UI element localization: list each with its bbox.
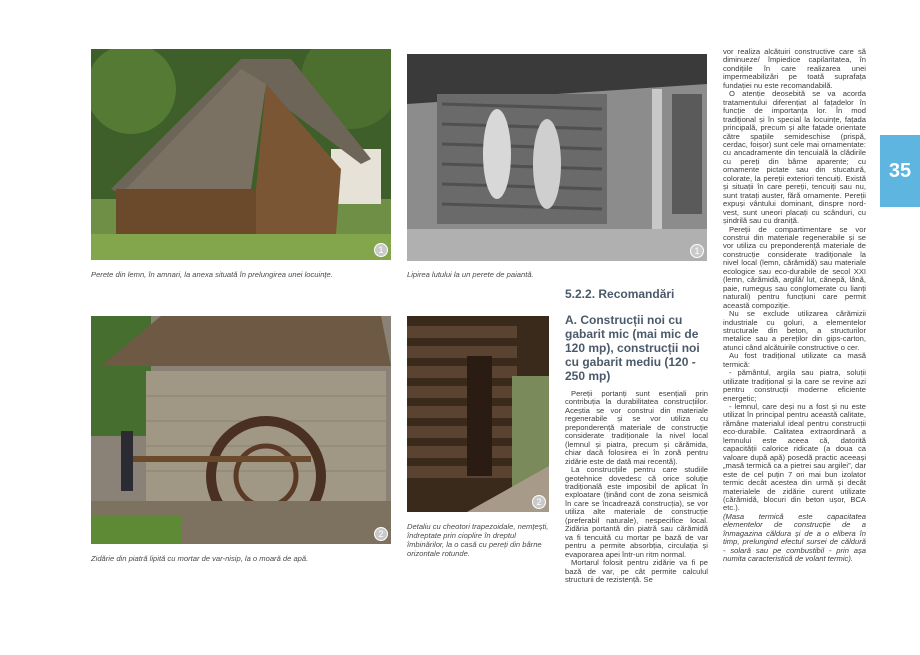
photo-badge: 1 (374, 243, 388, 257)
photo-badge: 1 (690, 244, 704, 258)
photo-wattle-wall (407, 54, 707, 261)
paragraph-italic: (Masa termică este capacitatea elementelor de construcție de a înmagazina căldura și de a o elibera în timp, prelungind efectul sursei de căldură - solară sau pe combustibil - prin așa numita caracteristică de volant termic). (723, 511, 866, 564)
paragraph: Mortarul folosit pentru zidărie va fi pe bază de var, pe cât permite calculul structurii de rezistență. Se (565, 558, 708, 584)
paragraph: La construcțiile pentru care studiile geotehnice dovedesc că orice soluție tradițională este imposibil de aplicat în exploatare (ținând cont de zona seismică în care se încadrează construcția), se vor utiliza alte materiale de construcție (preferabil naturale), nespecifice local. Zidăria portantă din piatră sau cărămidă va fi tencuită cu mortar pe bază de var pentru a permite absorbția, circulația și evaporarea apei într-un ritm normal. (565, 465, 708, 559)
paragraph: Pereții portanți sunt esențiali prin contribuția la durabilitatea construcțiilor. Aceștia se vor construi din materiale regenerabile și se vor utiliza cu preponderență materiale de construcție considerate tradiționale la nivel local (lemnul și piatra, precum și cărămida, chiar dacă folosirea ei în zonă pentru zidărie este de dată mai recentă). (565, 389, 708, 466)
photo-badge: 2 (532, 495, 546, 509)
section-heading: A. Construcții noi cu gabarit mic (mai mic de 120 mp), construcții noi cu gabarit mediu (120 - 250 mp) (565, 313, 700, 383)
paragraph: - lemnul, care deși nu a fost și nu este utilizat în principal pentru această calitate, rămâne materialul ideal pentru construcții eco-durabile. Calitatea extraordinară a lemnului este aceea că, datorită capacității calorice ridicate (a doua ca valoare după apă) posedă practic aceeași „masă termică ca a pietrei sau argilei”, dar este de cel puțin 7 ori mai bun izolator termic decât acestea din urmă și decât materialele de zidărie curent utilizate (cărămidă, blocuri din beton ușor, BCA etc.). (723, 402, 866, 513)
paragraph: Nu se exclude utilizarea cărămizii industriale cu goluri, a elementelor structurale din beton, a structurilor metalice sau a pereților din gips-carton, atunci când alcătuirile constructive o cer. (723, 309, 866, 352)
photo-caption: Detaliu cu cheotori trapezoidale, nemțești, îndreptate prin cioplire în dreptul îmbinărilor, la o casă cu pereți din bârne orizontale rotunde. (407, 522, 549, 558)
text-column-1 (565, 390, 708, 584)
photo-caption: Zidărie din piatră lipită cu mortar de var-nisip, la o moară de apă. (91, 554, 309, 563)
paragraph: Pereții de compartimentare se vor construi din materiale regenerabile și se vor utiliza cu preponderență materiale de construcție considerate tradiționale la nivel local (lemn, cărămidă) sau materiale ecologice sau eco-durabile de secol XXI (lemn, cărămidă, argilă/ lut, cânepă, lână, paie, rumeguș sau conglomerate cu lianți naturali) pentru funcțiuni care permit această compoziție. (723, 224, 866, 310)
photo-caption: Perete din lemn, în amnari, la anexa situată în prelungirea unei locuințe. (91, 270, 333, 279)
photo-badge: 2 (374, 527, 388, 541)
section-number-title: 5.2.2. Recomandări (565, 287, 675, 301)
photo-wooden-annex (91, 49, 391, 260)
page-number-tab: 35 (880, 135, 920, 207)
text-column-2 (723, 48, 866, 564)
paragraph: - pământul, argila sau piatra, soluții utilizate tradițional și la care se revine azi pentru construcții moderne eficiente energetic; (723, 368, 866, 403)
paragraph: O atenție deosebită se va acorda tratamentului diferențiat al fațadelor în funcție de importanța lor. În mod tradițional și în special la locuințe, fațada principală, precum și alte fațade orientate către spațiile semideschise (prispă, cerdac, foișor) sunt cele mai ornamentate: cu ancadramente din tencuială la clădirile cu pereți din bârne aparente; cu ornamente pictate sau din stucatură, colorate, la pereții exteriori tencuiți. Există și situații în care pereții, tencuiți sau nu, sunt tratați auster, fără ornamente. Pereții expuși vântului dominant, dinspre nord-vest, sunt uneori placați cu scânduri, cu șindrilă sau cu draniță. (723, 89, 866, 226)
photo-log-joints (407, 316, 549, 512)
photo-caption: Lipirea lutului la un perete de paiantă. (407, 270, 534, 279)
paragraph: Au fost tradițional utilizate ca masă termică: (723, 351, 866, 369)
paragraph: vor realiza alcătuiri constructive care să diminueze/ împiedice capilaritatea, în condițiile în care realizarea unei impermeabilizări pe toată suprafața fundației nu este recomandabilă. (723, 47, 866, 90)
photo-stone-mill (91, 316, 391, 544)
